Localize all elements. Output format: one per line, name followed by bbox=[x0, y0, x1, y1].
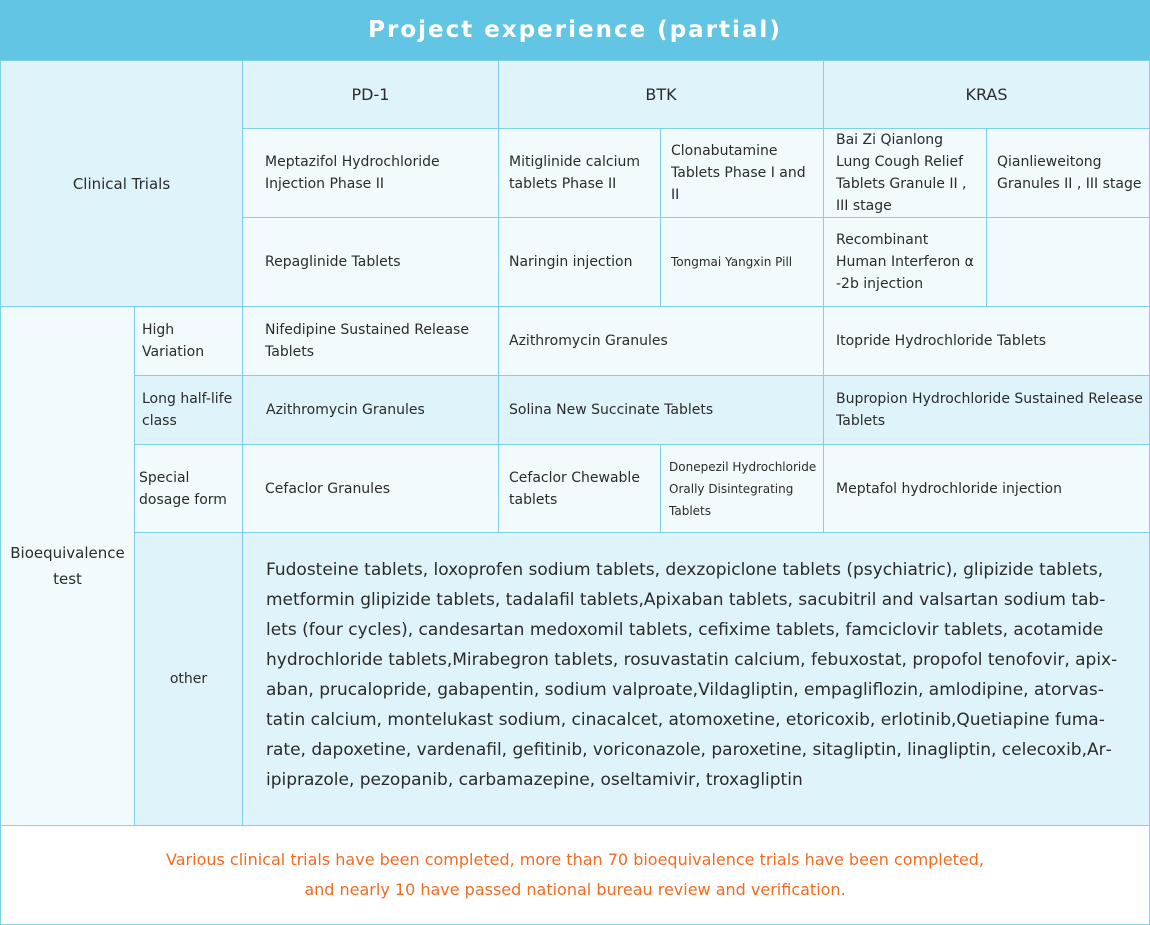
column-header-btk: BTK bbox=[498, 60, 824, 129]
summary-line-1: Various clinical trials have been completed, more than 70 bioequivalence trials have been completed, bbox=[166, 849, 984, 869]
row-label-special-dosage: Special dosage form bbox=[134, 444, 243, 533]
row-label-long-half-life: Long half-life class bbox=[134, 375, 243, 445]
clinical-cell: Naringin injection bbox=[498, 217, 661, 307]
column-header-pd1: PD-1 bbox=[242, 60, 499, 129]
row-label-other: other bbox=[134, 532, 243, 826]
row-label-high-variation: High Variation bbox=[134, 306, 243, 376]
be-cell: Itopride Hydrochloride Tablets bbox=[823, 306, 1150, 376]
summary-line-2: and nearly 10 have passed national bureau review and verification. bbox=[304, 879, 846, 899]
be-cell: Cefaclor Granules bbox=[242, 444, 499, 533]
clinical-cell: Clonabutamine Tablets Phase I and II bbox=[660, 128, 824, 218]
column-header-kras: KRAS bbox=[823, 60, 1150, 129]
other-drug-list: Fudosteine tablets, loxoprofen sodium tablets, dexzopiclone tablets (psychiatric), glipizide tablets, metformin glipizide tablets, tadalafil tablets,Apixaban tablets, sacubitril and valsartan sodium tablets (four cycles), candesartan medoxomil tablets, cefixime tablets, famciclovir tablets, acotamide hydrochloride tablets,Mirabegron tablets, rosuvastatin calcium, febuxostat, propofol tenofovir, apixaban, prucalopride, gabapentin, sodium valproate,Vildagliptin, empagliflozin, amlodipine, atorvastatin calcium, montelukast sodium, cinacalcet, atomoxetine, etoricoxib, erlotinib,Quetiapine fumarate, dapoxetine, vardenafil, gefitinib, voriconazole, paroxetine, sitagliptin, linagliptin, celecoxib,Aripiprazole, pezopanib, carbamazepine, oseltamivir, troxagliptin bbox=[242, 532, 1150, 826]
clinical-cell: Tongmai Yangxin Pill bbox=[660, 217, 824, 307]
clinical-cell: Mitiglinide calcium tablets Phase II bbox=[498, 128, 661, 218]
clinical-cell: Recombinant Human Interferon α -2b injection bbox=[823, 217, 987, 307]
be-cell: Nifedipine Sustained Release Tablets bbox=[242, 306, 499, 376]
be-cell: Donepezil Hydrochloride Orally Disintegrating Tablets bbox=[660, 444, 824, 533]
clinical-trials-label: Clinical Trials bbox=[0, 60, 243, 307]
clinical-cell: Bai Zi Qianlong Lung Cough Relief Tablets Granule II , III stage bbox=[823, 128, 987, 218]
be-cell: Azithromycin Granules bbox=[242, 375, 499, 445]
be-cell: Meptafol hydrochloride injection bbox=[823, 444, 1150, 533]
clinical-cell: Qianlieweitong Granules II , III stage bbox=[986, 128, 1150, 218]
bioequivalence-label: Bioequivalence test bbox=[0, 306, 135, 826]
be-cell: Cefaclor Chewable tablets bbox=[498, 444, 661, 533]
be-cell: Bupropion Hydrochloride Sustained Release Tablets bbox=[823, 375, 1150, 445]
be-cell: Azithromycin Granules bbox=[498, 306, 824, 376]
be-cell: Solina New Succinate Tablets bbox=[498, 375, 824, 445]
clinical-cell: Repaglinide Tablets bbox=[242, 217, 499, 307]
clinical-cell: Meptazifol Hydrochloride Injection Phase II bbox=[242, 128, 499, 218]
page-title: Project experience (partial) bbox=[0, 0, 1150, 60]
summary-note bbox=[0, 825, 1150, 925]
clinical-cell-empty bbox=[986, 217, 1150, 307]
